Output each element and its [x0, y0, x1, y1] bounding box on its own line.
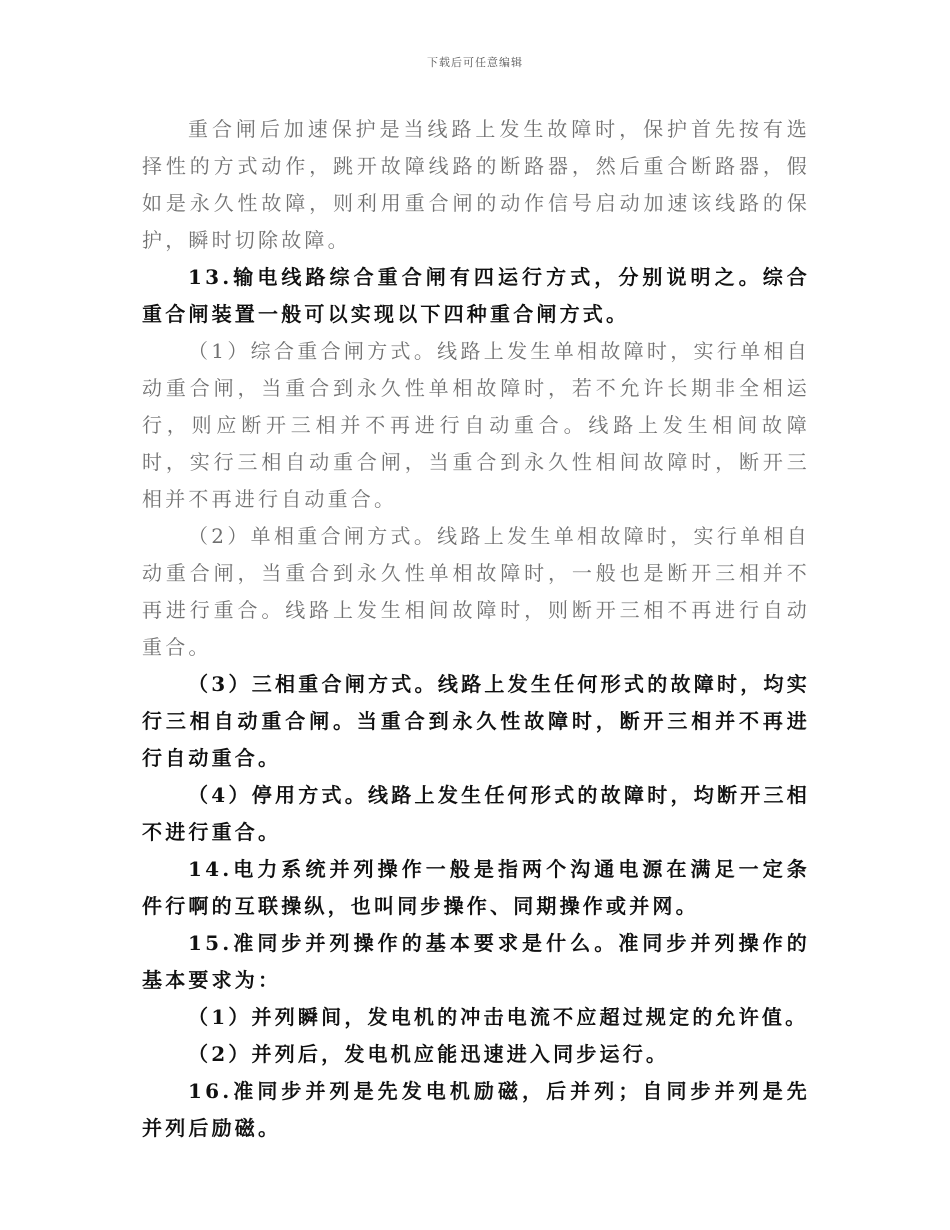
paragraph-item-13: 13.输电线路综合重合闸有四运行方式，分别说明之。综合重合闸装置一般可以实现以下四种重合闸方式。	[142, 265, 810, 326]
paragraph-mode-4: （4）停用方式。线路上发生任何形式的故障时，均断开三相不进行重合。	[142, 783, 810, 844]
page-header: 下载后可任意编辑	[427, 56, 523, 69]
paragraph-requirement-1: （1）并列瞬间，发电机的冲击电流不应超过规定的允许值。	[188, 1005, 809, 1029]
paragraph-item-14: 14.电力系统并列操作一般是指两个沟通电源在满足一定条件行啊的互联操纵，也叫同步操作、同期操作或并网。	[142, 857, 810, 918]
paragraph-requirement-2: （2）并列后，发电机应能迅速进入同步运行。	[188, 1042, 670, 1066]
paragraph-mode-2: （2）单相重合闸方式。线路上发生单相故障时，实行单相自动重合闸，当重合到永久性单相故障时，一般也是断开三相并不再进行重合。线路上发生相间故障时，则断开三相不再进行自动重合。	[142, 524, 810, 659]
document-body	[142, 111, 810, 1147]
paragraph-mode-1: （1）综合重合闸方式。线路上发生单相故障时，实行单相自动重合闸，当重合到永久性单相故障时，若不允许长期非全相运行，则应断开三相并不再进行自动重合。线路上发生相间故障时，实行三相自动重合闸，当重合到永久性相间故障时，断开三相并不再进行自动重合。	[142, 339, 810, 511]
paragraph-item-16: 16.准同步并列是先发电机励磁，后并列；自同步并列是先并列后励磁。	[142, 1079, 810, 1140]
paragraph-reclosing-acceleration: 重合闸后加速保护是当线路上发生故障时，保护首先按有选择性的方式动作，跳开故障线路的断路器，然后重合断路器，假如是永久性故障，则利用重合闸的动作信号启动加速该线路的保护，瞬时切除故障。	[142, 117, 810, 252]
paragraph-item-15: 15.准同步并列操作的基本要求是什么。准同步并列操作的基本要求为：	[142, 931, 810, 992]
paragraph-mode-3: （3）三相重合闸方式。线路上发生任何形式的故障时，均实行三相自动重合闸。当重合到永久性故障时，断开三相并不再进行自动重合。	[142, 672, 810, 770]
